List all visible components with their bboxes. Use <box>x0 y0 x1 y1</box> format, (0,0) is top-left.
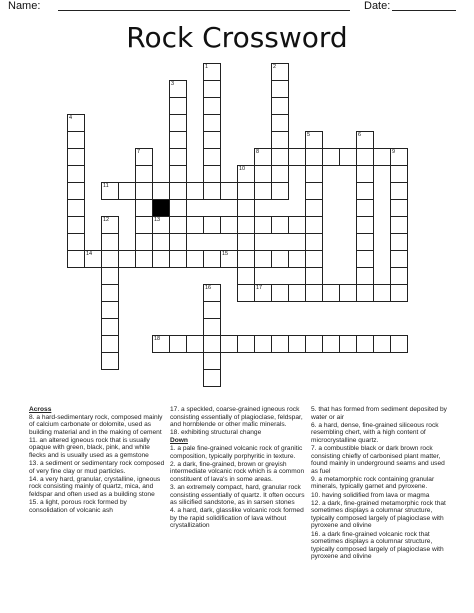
grid-cell[interactable] <box>101 284 119 302</box>
grid-cell[interactable] <box>271 250 289 268</box>
grid-cell[interactable] <box>271 216 289 234</box>
grid-cell[interactable] <box>203 250 221 268</box>
grid-cell[interactable] <box>271 97 289 115</box>
grid-cell[interactable] <box>186 216 204 234</box>
clue-number: 11 <box>103 183 109 189</box>
clue-number: 12 <box>103 217 110 223</box>
grid-cell[interactable] <box>356 216 374 234</box>
grid-cell[interactable] <box>390 165 408 183</box>
grid-cell[interactable] <box>169 335 187 353</box>
grid-cell[interactable] <box>305 250 323 268</box>
grid-cell[interactable] <box>237 267 255 285</box>
grid-cell[interactable] <box>271 131 289 149</box>
grid-cell[interactable] <box>220 216 238 234</box>
grid-cell[interactable] <box>203 301 221 319</box>
grid-cell[interactable] <box>356 148 374 166</box>
clue-down-9: 9. a metamorphic rock containing granular minerals, typically garnet and pyroxene. <box>311 475 435 491</box>
clue-across-15: 15. a light, porous rock formed by consolidation of volcanic ash <box>29 499 127 514</box>
puzzle-title: Rock Crossword <box>126 21 348 54</box>
grid-cell[interactable] <box>356 284 374 302</box>
grid-cell[interactable] <box>356 182 374 200</box>
grid-cell[interactable] <box>169 165 187 183</box>
grid-cell[interactable] <box>203 131 221 149</box>
clue-number: 10 <box>239 166 246 172</box>
name-label: Name: <box>8 0 41 12</box>
clue-across-18: 18. exhibiting structural change <box>170 429 262 437</box>
clue-down-2: 2. a dark, fine-grained, brown or greyish intermediate volcanic rock which is a common constituent of lava's in some areas. <box>170 460 305 483</box>
grid-cell[interactable] <box>101 335 119 353</box>
grid-cell[interactable] <box>67 148 85 166</box>
clue-down-1: 1. a pale fine-grained volcanic rock of granitic composition, typically porphyritic in texture. <box>170 444 303 460</box>
date-label: Date: <box>364 0 391 12</box>
clues-section <box>0 406 474 606</box>
grid-cell[interactable] <box>101 267 119 285</box>
grid-cell[interactable] <box>271 284 289 302</box>
grid-cell[interactable] <box>67 131 85 149</box>
grid-cell[interactable] <box>254 182 272 200</box>
grid-cell[interactable] <box>322 148 340 166</box>
clue-down-3: 3. an extremely compact, hard, granular rock consisting essentially of quartz. It often occurs as silicified sandstone, as in sarsen stones <box>170 483 305 507</box>
across-heading: Across <box>29 406 52 413</box>
grid-cell[interactable] <box>169 182 187 200</box>
grid-cell[interactable] <box>237 335 255 353</box>
clue-number: 9 <box>392 149 396 155</box>
grid-cell[interactable] <box>101 352 119 370</box>
grid-cell[interactable] <box>118 182 136 200</box>
grid-cell[interactable] <box>101 301 119 319</box>
grid-cell[interactable] <box>169 216 187 234</box>
grid-cell[interactable] <box>203 352 221 370</box>
clue-number: 13 <box>154 217 161 223</box>
clue-across-8: 8. a hard-sedimentary rock, composed mainly of calcium carbonate or dolomite, used as building material and in the making of cement <box>29 413 163 436</box>
grid-cell[interactable] <box>288 284 306 302</box>
grid-cell[interactable] <box>169 131 187 149</box>
down-heading: Down <box>170 437 188 445</box>
grid-cell[interactable] <box>169 97 187 115</box>
grid-cell[interactable] <box>237 199 255 217</box>
clues-column-3 <box>311 406 451 561</box>
grid-cell[interactable] <box>254 250 272 268</box>
grid-cell[interactable] <box>305 284 323 302</box>
grid-cell[interactable] <box>101 250 119 268</box>
grid-cell[interactable] <box>271 80 289 98</box>
clue-down-10: 10. having solidified from lava or magma <box>311 491 430 499</box>
clue-number: 2 <box>273 64 277 70</box>
grid-cell[interactable] <box>305 216 323 234</box>
grid-cell[interactable] <box>390 182 408 200</box>
grid-cell[interactable] <box>67 233 85 251</box>
grid-cell[interactable] <box>356 199 374 217</box>
clue-across-11: 11. an altered igneous rock that is usually opaque with green, black, pink, and white flecks and is usually used as a gemstone <box>29 436 150 460</box>
clue-number: 3 <box>171 81 175 87</box>
grid-cell[interactable] <box>186 182 204 200</box>
clue-down-12: 12. a dark, fine-grained metamorphic rock that sometimes displays a columnar structure, typically composed largely of plagioclase with pyroxene and olivine <box>311 499 446 530</box>
clue-down-6: 6. a hard, dense, fine-grained siliceous rock resembling chert, with a high content of microcrystalline quartz. <box>311 421 439 444</box>
grid-cell[interactable] <box>390 199 408 217</box>
clue-number: 16 <box>205 285 212 291</box>
clue-across-14: 14. a very hard, granular, crystalline, igneous rock consisting mainly of quartz, mica, and feldspar and often used as a building stone <box>29 475 161 499</box>
clue-number: 14 <box>86 251 93 257</box>
grid-cell[interactable] <box>203 369 221 387</box>
grid-cell[interactable] <box>254 335 272 353</box>
grid-cell[interactable] <box>67 199 85 217</box>
clue-number: 8 <box>256 149 260 155</box>
grid-cell[interactable] <box>356 165 374 183</box>
clue-number: 1 <box>205 64 209 70</box>
grid-cell[interactable] <box>288 250 306 268</box>
grid-cell[interactable] <box>203 165 221 183</box>
grid-cell[interactable] <box>101 233 119 251</box>
grid-cell[interactable] <box>169 233 187 251</box>
grid-cell[interactable] <box>305 182 323 200</box>
black-square <box>152 199 170 217</box>
grid-cell[interactable] <box>203 318 221 336</box>
grid-cell[interactable] <box>271 335 289 353</box>
grid-cell[interactable] <box>237 284 255 302</box>
grid-cell[interactable] <box>135 216 153 234</box>
grid-cell[interactable] <box>390 216 408 234</box>
clue-number: 15 <box>222 251 229 257</box>
grid-cell[interactable] <box>237 233 255 251</box>
grid-cell[interactable] <box>373 335 391 353</box>
grid-cell[interactable] <box>169 250 187 268</box>
grid-cell[interactable] <box>135 182 153 200</box>
grid-cell[interactable] <box>390 284 408 302</box>
grid-cell[interactable] <box>67 250 85 268</box>
grid-cell[interactable] <box>203 97 221 115</box>
grid-cell[interactable] <box>373 148 391 166</box>
grid-cell[interactable] <box>390 335 408 353</box>
grid-cell[interactable] <box>186 250 204 268</box>
grid-cell[interactable] <box>339 284 357 302</box>
grid-cell[interactable] <box>322 284 340 302</box>
grid-cell[interactable] <box>67 165 85 183</box>
grid-cell[interactable] <box>271 114 289 132</box>
clue-down-5: 5. that has formed from sediment deposited by water or air <box>311 406 447 421</box>
clue-down-16: 16. a dark fine-grained volcanic rock that sometimes displays a columnar structure, typically composed largely of plagioclase with pyroxene and olivine <box>311 530 444 561</box>
grid-cell[interactable] <box>305 165 323 183</box>
grid-cell[interactable] <box>305 335 323 353</box>
clue-number: 4 <box>69 115 73 121</box>
grid-cell[interactable] <box>339 148 357 166</box>
grid-cell[interactable] <box>254 216 272 234</box>
grid-cell[interactable] <box>67 216 85 234</box>
grid-cell[interactable] <box>135 233 153 251</box>
grid-cell[interactable] <box>356 335 374 353</box>
grid-cell[interactable] <box>203 335 221 353</box>
grid-cell[interactable] <box>356 233 374 251</box>
clue-number: 17 <box>256 285 263 291</box>
clue-number: 6 <box>358 132 362 138</box>
grid-cell[interactable] <box>135 165 153 183</box>
grid-cell[interactable] <box>203 148 221 166</box>
grid-cell[interactable] <box>305 233 323 251</box>
grid-cell[interactable] <box>305 199 323 217</box>
grid-cell[interactable] <box>390 267 408 285</box>
clue-number: 7 <box>137 149 141 155</box>
grid-cell[interactable] <box>169 148 187 166</box>
grid-cell[interactable] <box>169 114 187 132</box>
clue-down-7: 7. a combustible black or dark brown rock consisting chiefly of carbonised plant matter, found mainly in underground seams and used as fuel <box>311 444 445 475</box>
grid-cell[interactable] <box>288 148 306 166</box>
grid-cell[interactable] <box>339 335 357 353</box>
clues-column-2 <box>170 406 306 531</box>
grid-cell[interactable] <box>118 250 136 268</box>
grid-cell[interactable] <box>271 148 289 166</box>
clue-across-17: 17. a speckled, coarse-grained igneous rock consisting essentially of plagioclase, feldspar, and hornblende or other mafic minerals. <box>170 406 303 429</box>
clues-column-1 <box>29 406 165 515</box>
grid-cell[interactable] <box>322 335 340 353</box>
grid-cell[interactable] <box>203 182 221 200</box>
grid-cell[interactable] <box>101 318 119 336</box>
grid-cell[interactable] <box>305 148 323 166</box>
grid-cell[interactable] <box>356 267 374 285</box>
grid-cell[interactable] <box>390 250 408 268</box>
grid-cell[interactable] <box>203 216 221 234</box>
grid-cell[interactable] <box>152 182 170 200</box>
grid-cell[interactable] <box>288 216 306 234</box>
grid-cell[interactable] <box>237 250 255 268</box>
grid-cell[interactable] <box>356 250 374 268</box>
grid-cell[interactable] <box>305 267 323 285</box>
grid-cell[interactable] <box>237 182 255 200</box>
grid-cell[interactable] <box>67 182 85 200</box>
clue-down-4: 4. a hard, dark, glasslike volcanic rock formed by the rapid solidification of lava without crystallization <box>170 507 304 530</box>
grid-cell[interactable] <box>220 335 238 353</box>
grid-cell[interactable] <box>135 199 153 217</box>
clue-number: 5 <box>307 132 311 138</box>
grid-cell[interactable] <box>288 335 306 353</box>
grid-cell[interactable] <box>169 199 187 217</box>
grid-cell[interactable] <box>203 114 221 132</box>
grid-cell[interactable] <box>135 250 153 268</box>
grid-cell[interactable] <box>390 233 408 251</box>
grid-cell[interactable] <box>152 250 170 268</box>
grid-cell[interactable] <box>237 216 255 234</box>
grid-cell[interactable] <box>373 284 391 302</box>
grid-cell[interactable] <box>220 182 238 200</box>
grid-cell[interactable] <box>271 165 289 183</box>
grid-cell[interactable] <box>186 335 204 353</box>
grid-cell[interactable] <box>203 80 221 98</box>
clue-number: 18 <box>154 336 161 342</box>
grid-cell[interactable] <box>271 182 289 200</box>
clue-across-13: 13. a sediment or sedimentary rock composed of very fine clay or mud particles. <box>29 460 165 475</box>
